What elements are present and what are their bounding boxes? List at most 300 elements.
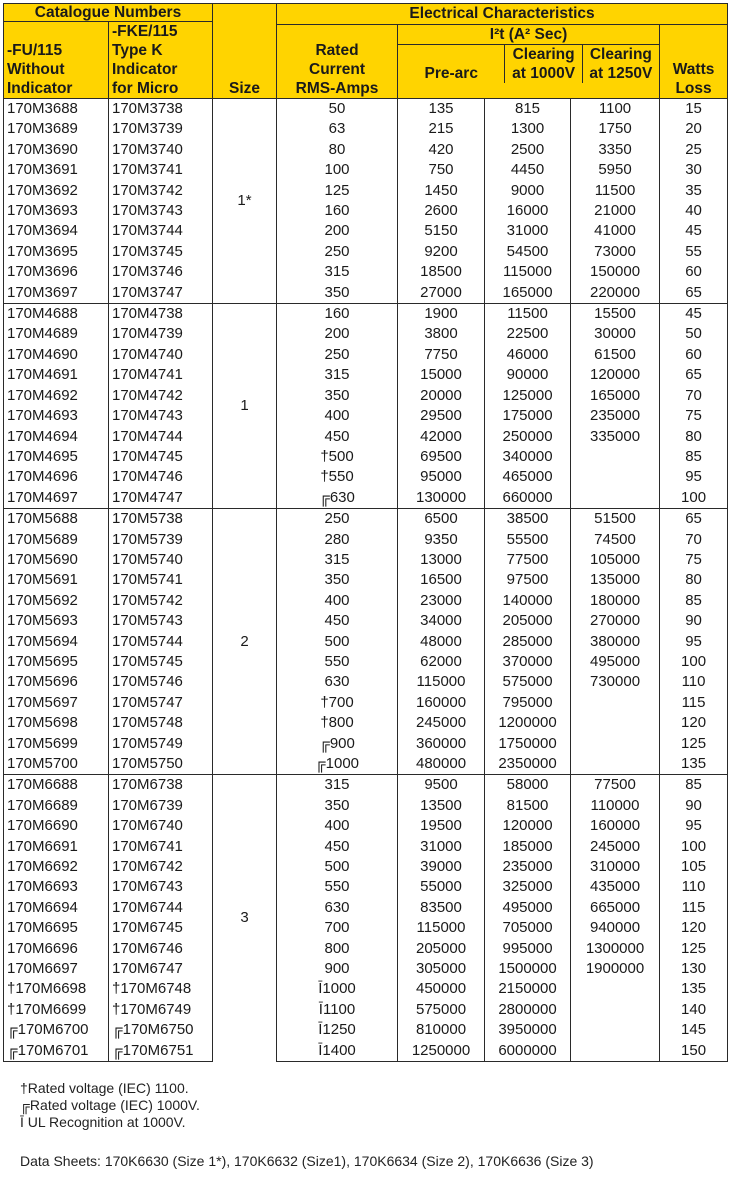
rated-current: Ī1100 — [277, 1000, 398, 1020]
prearc-i2t: 9350 — [398, 530, 485, 550]
clearing-1250v-i2t — [571, 734, 660, 754]
clearing-1250v-i2t: 235000 — [571, 406, 660, 426]
clearing-1000v-i2t: 2350000 — [485, 754, 571, 775]
clearing-1000v-i2t: 175000 — [485, 406, 571, 426]
watts-loss: 75 — [660, 406, 728, 426]
prearc-i2t: 480000 — [398, 754, 485, 775]
rated-current: 50 — [277, 99, 398, 120]
prearc-i2t: 55000 — [398, 877, 485, 897]
clearing-1250v-i2t — [571, 1000, 660, 1020]
fke-catalogue-number: 170M4741 — [109, 365, 213, 385]
watts-loss: 85 — [660, 775, 728, 796]
rated-current: Ī1000 — [277, 979, 398, 999]
fu-catalogue-number: 170M3688 — [4, 99, 109, 120]
clearing-1250v-i2t: 105000 — [571, 550, 660, 570]
table-row — [4, 283, 728, 304]
footnote-ul: Ī UL Recognition at 1000V. — [20, 1114, 186, 1130]
fu-catalogue-number: 170M5698 — [4, 713, 109, 733]
watts-loss: 60 — [660, 345, 728, 365]
clearing-1250v-i2t: 135000 — [571, 570, 660, 590]
table-row — [4, 796, 728, 816]
clearing-1000v-i2t: 2500 — [485, 140, 571, 160]
clearing-1250v-i2t — [571, 467, 660, 487]
fu-catalogue-number: 170M3697 — [4, 283, 109, 304]
clearing-1250v-i2t: 1900000 — [571, 959, 660, 979]
prearc-i2t: 15000 — [398, 365, 485, 385]
fke-catalogue-number: 170M4739 — [109, 324, 213, 344]
fke-catalogue-number: 170M5740 — [109, 550, 213, 570]
rated-current: 630 — [277, 898, 398, 918]
fu-catalogue-number: 170M6693 — [4, 877, 109, 897]
clearing-1250v-i2t: 3350 — [571, 140, 660, 160]
clearing-1000v-i2t: 81500 — [485, 796, 571, 816]
fke-catalogue-number: 170M3746 — [109, 262, 213, 282]
watts-loss: 40 — [660, 201, 728, 221]
clearing-1250v-line1: Clearing — [589, 45, 652, 63]
fke-header-line2: Type K — [112, 42, 163, 59]
rated-header-line1: Rated — [315, 42, 359, 59]
watts-loss: 30 — [660, 160, 728, 180]
prearc-i2t: 750 — [398, 160, 485, 180]
fke-catalogue-number: 170M3742 — [109, 181, 213, 201]
clearing-1000v-line2: at 1000V — [512, 64, 576, 82]
rated-current: 125 — [277, 181, 398, 201]
prearc-i2t: 62000 — [398, 652, 485, 672]
fke-catalogue-number: †170M6749 — [109, 1000, 213, 1020]
fke-catalogue-number: 170M4744 — [109, 427, 213, 447]
rated-current: 315 — [277, 775, 398, 796]
clearing-1000v-i2t: 235000 — [485, 857, 571, 877]
watts-loss: 125 — [660, 939, 728, 959]
rated-current: 450 — [277, 611, 398, 631]
clearing-1000v-i2t: 46000 — [485, 345, 571, 365]
prearc-i2t: 6500 — [398, 509, 485, 530]
table-row — [4, 713, 728, 733]
footnote-dagger: †Rated voltage (IEC) 1100. — [20, 1080, 189, 1096]
prearc-i2t: 160000 — [398, 693, 485, 713]
prearc-i2t: 13000 — [398, 550, 485, 570]
fke-catalogue-number: ╔170M6750 — [109, 1020, 213, 1040]
fke-catalogue-number: 170M3741 — [109, 160, 213, 180]
fke-catalogue-number: 170M3740 — [109, 140, 213, 160]
table-row — [4, 386, 728, 406]
fu-catalogue-number: 170M5694 — [4, 632, 109, 652]
prearc-i2t: 205000 — [398, 939, 485, 959]
clearing-1250v-i2t: 380000 — [571, 632, 660, 652]
rated-current: ╔900 — [277, 734, 398, 754]
clearing-1000v-i2t: 120000 — [485, 816, 571, 836]
clearing-1250v-header — [583, 45, 659, 83]
clearing-1250v-i2t: 73000 — [571, 242, 660, 262]
table-row — [4, 898, 728, 918]
rated-current: †500 — [277, 447, 398, 467]
fu-catalogue-number: 170M5688 — [4, 509, 109, 530]
i2t-header-label: I²t (A² Sec) — [398, 25, 659, 45]
fke-catalogue-number: 170M6746 — [109, 939, 213, 959]
rated-header-line3: RMS-Amps — [295, 80, 379, 97]
watts-loss: 120 — [660, 713, 728, 733]
prearc-i2t: 115000 — [398, 918, 485, 938]
fke-catalogue-number: 170M6740 — [109, 816, 213, 836]
table-row — [4, 201, 728, 221]
watts-loss: 130 — [660, 959, 728, 979]
fu-catalogue-number: 170M4689 — [4, 324, 109, 344]
rated-current: 250 — [277, 242, 398, 262]
prearc-i2t: 305000 — [398, 959, 485, 979]
fu-catalogue-number: 170M5689 — [4, 530, 109, 550]
watts-loss: 80 — [660, 427, 728, 447]
prearc-i2t: 29500 — [398, 406, 485, 426]
fke-catalogue-number: 170M3743 — [109, 201, 213, 221]
clearing-1000v-i2t: 4450 — [485, 160, 571, 180]
fke-catalogue-number: 170M5746 — [109, 672, 213, 692]
watts-loss: 85 — [660, 591, 728, 611]
rated-current: 700 — [277, 918, 398, 938]
size-cell: 3 — [213, 775, 277, 1062]
clearing-1250v-i2t: 51500 — [571, 509, 660, 530]
watts-loss: 70 — [660, 386, 728, 406]
fu-catalogue-number: 170M3689 — [4, 119, 109, 139]
clearing-1000v-i2t: 340000 — [485, 447, 571, 467]
prearc-i2t: 1900 — [398, 304, 485, 325]
clearing-1250v-i2t: 940000 — [571, 918, 660, 938]
fke-column-header — [109, 22, 213, 99]
fke-catalogue-number: 170M3744 — [109, 221, 213, 241]
size-header: Size — [213, 4, 277, 99]
table-row — [4, 181, 728, 201]
fke-catalogue-number: †170M6748 — [109, 979, 213, 999]
table-row — [4, 611, 728, 631]
rated-current: 350 — [277, 283, 398, 304]
clearing-1250v-i2t — [571, 1041, 660, 1062]
rated-current: Ī1400 — [277, 1041, 398, 1062]
watts-loss: 45 — [660, 221, 728, 241]
fu-catalogue-number: 170M4694 — [4, 427, 109, 447]
clearing-1250v-i2t: 5950 — [571, 160, 660, 180]
fu-catalogue-number: 170M6696 — [4, 939, 109, 959]
table-row — [4, 262, 728, 282]
rated-current: 450 — [277, 427, 398, 447]
fke-catalogue-number: 170M3739 — [109, 119, 213, 139]
fu-catalogue-number: 170M3694 — [4, 221, 109, 241]
table-row — [4, 1000, 728, 1020]
fu-catalogue-number: 170M4697 — [4, 488, 109, 509]
watts-loss: 15 — [660, 99, 728, 120]
fke-catalogue-number: 170M3745 — [109, 242, 213, 262]
table-row — [4, 160, 728, 180]
fke-catalogue-number: 170M6738 — [109, 775, 213, 796]
clearing-1000v-i2t: 125000 — [485, 386, 571, 406]
table-row — [4, 140, 728, 160]
table-row — [4, 242, 728, 262]
fu-catalogue-number: 170M5696 — [4, 672, 109, 692]
table-row — [4, 570, 728, 590]
fu-catalogue-number: 170M5692 — [4, 591, 109, 611]
table-row — [4, 447, 728, 467]
watts-loss: 95 — [660, 467, 728, 487]
rated-current: 200 — [277, 221, 398, 241]
rated-current: 900 — [277, 959, 398, 979]
clearing-1250v-i2t: 180000 — [571, 591, 660, 611]
prearc-i2t: 575000 — [398, 1000, 485, 1020]
fu-catalogue-number: ╔170M6700 — [4, 1020, 109, 1040]
watts-loss: 20 — [660, 119, 728, 139]
prearc-i2t: 19500 — [398, 816, 485, 836]
clearing-1000v-i2t: 54500 — [485, 242, 571, 262]
fke-catalogue-number: 170M5750 — [109, 754, 213, 775]
fu-catalogue-number: 170M4691 — [4, 365, 109, 385]
fke-catalogue-number: 170M6741 — [109, 837, 213, 857]
watts-loss: 70 — [660, 530, 728, 550]
clearing-1250v-i2t: 220000 — [571, 283, 660, 304]
table-row — [4, 488, 728, 509]
watts-loss: 100 — [660, 652, 728, 672]
prearc-i2t: 130000 — [398, 488, 485, 509]
fke-catalogue-number: 170M6744 — [109, 898, 213, 918]
fu-catalogue-number: 170M4695 — [4, 447, 109, 467]
fke-catalogue-number: 170M4747 — [109, 488, 213, 509]
watts-loss: 55 — [660, 242, 728, 262]
rated-current: 450 — [277, 837, 398, 857]
fke-catalogue-number: 170M5738 — [109, 509, 213, 530]
watts-loss: 145 — [660, 1020, 728, 1040]
clearing-1000v-i2t: 6000000 — [485, 1041, 571, 1062]
fke-catalogue-number: 170M5741 — [109, 570, 213, 590]
clearing-1250v-i2t: 160000 — [571, 816, 660, 836]
fke-catalogue-number: 170M5748 — [109, 713, 213, 733]
fke-header-line4: for Micro — [112, 80, 179, 97]
prearc-i2t: 34000 — [398, 611, 485, 631]
clearing-1250v-i2t — [571, 713, 660, 733]
clearing-1000v-i2t: 58000 — [485, 775, 571, 796]
watts-loss: 100 — [660, 837, 728, 857]
fu-header-line3: Indicator — [7, 80, 73, 97]
clearing-1250v-i2t: 74500 — [571, 530, 660, 550]
fu-catalogue-number: 170M3693 — [4, 201, 109, 221]
rated-current: 400 — [277, 816, 398, 836]
table-row — [4, 221, 728, 241]
fu-catalogue-number: †170M6698 — [4, 979, 109, 999]
fke-catalogue-number: 170M5744 — [109, 632, 213, 652]
watts-loss: 115 — [660, 898, 728, 918]
clearing-1000v-i2t: 325000 — [485, 877, 571, 897]
prearc-i2t: 18500 — [398, 262, 485, 282]
prearc-i2t: 7750 — [398, 345, 485, 365]
table-row — [4, 877, 728, 897]
clearing-1250v-i2t: 335000 — [571, 427, 660, 447]
prearc-i2t: 115000 — [398, 672, 485, 692]
prearc-i2t: 3800 — [398, 324, 485, 344]
watts-loss: 65 — [660, 283, 728, 304]
prearc-i2t: 27000 — [398, 283, 485, 304]
rated-current: 250 — [277, 345, 398, 365]
prearc-i2t: 23000 — [398, 591, 485, 611]
fke-catalogue-number: 170M4745 — [109, 447, 213, 467]
prearc-i2t: 95000 — [398, 467, 485, 487]
rated-current: †800 — [277, 713, 398, 733]
table-row — [4, 1020, 728, 1040]
rated-current: †700 — [277, 693, 398, 713]
rated-current: 550 — [277, 652, 398, 672]
clearing-1250v-i2t: 270000 — [571, 611, 660, 631]
size-cell: 1* — [213, 99, 277, 304]
rated-header-line2: Current — [309, 61, 365, 78]
table-row — [4, 754, 728, 775]
data-sheets-note: Data Sheets: 170K6630 (Size 1*), 170K6632 (Size1), 170K6634 (Size 2), 170K6636 (Size 3) — [20, 1153, 594, 1169]
fke-catalogue-number: 170M4743 — [109, 406, 213, 426]
prearc-i2t: 48000 — [398, 632, 485, 652]
rated-current: 350 — [277, 796, 398, 816]
table-row — [4, 304, 728, 325]
table-row — [4, 693, 728, 713]
rated-current: 350 — [277, 386, 398, 406]
fke-catalogue-number: 170M4742 — [109, 386, 213, 406]
fke-catalogue-number: 170M4738 — [109, 304, 213, 325]
clearing-1000v-i2t: 285000 — [485, 632, 571, 652]
fu-catalogue-number: 170M6694 — [4, 898, 109, 918]
fu-catalogue-number: 170M5691 — [4, 570, 109, 590]
table-row — [4, 591, 728, 611]
rated-current: 250 — [277, 509, 398, 530]
table-row — [4, 119, 728, 139]
clearing-1250v-i2t: 1750 — [571, 119, 660, 139]
rated-current: 315 — [277, 262, 398, 282]
clearing-1000v-i2t: 77500 — [485, 550, 571, 570]
watts-loss: 135 — [660, 754, 728, 775]
fu-catalogue-number: 170M3691 — [4, 160, 109, 180]
clearing-1250v-i2t: 15500 — [571, 304, 660, 325]
clearing-1000v-i2t: 1750000 — [485, 734, 571, 754]
watts-loss: 120 — [660, 918, 728, 938]
prearc-i2t: 39000 — [398, 857, 485, 877]
rated-current: 280 — [277, 530, 398, 550]
table-row — [4, 530, 728, 550]
table-row — [4, 918, 728, 938]
clearing-1000v-i2t: 38500 — [485, 509, 571, 530]
prearc-i2t: 420 — [398, 140, 485, 160]
catalogue-numbers-header: Catalogue Numbers — [4, 4, 213, 22]
table-row — [4, 99, 728, 120]
clearing-1000v-i2t: 575000 — [485, 672, 571, 692]
clearing-1250v-i2t: 110000 — [571, 796, 660, 816]
watts-loss: 35 — [660, 181, 728, 201]
rated-current: 160 — [277, 201, 398, 221]
clearing-1250v-i2t: 11500 — [571, 181, 660, 201]
fu-catalogue-number: 170M6688 — [4, 775, 109, 796]
rated-current: 630 — [277, 672, 398, 692]
prearc-i2t: 215 — [398, 119, 485, 139]
table-row — [4, 509, 728, 530]
fu-catalogue-number: 170M4696 — [4, 467, 109, 487]
clearing-1000v-i2t: 11500 — [485, 304, 571, 325]
rated-current: 200 — [277, 324, 398, 344]
i2t-header-block — [398, 24, 660, 98]
clearing-1000v-i2t: 140000 — [485, 591, 571, 611]
fu-catalogue-number: 170M3695 — [4, 242, 109, 262]
rated-current: 500 — [277, 632, 398, 652]
table-row — [4, 775, 728, 796]
clearing-1250v-i2t: 150000 — [571, 262, 660, 282]
fke-catalogue-number: 170M6747 — [109, 959, 213, 979]
size-cell: 1 — [213, 304, 277, 509]
table-row — [4, 959, 728, 979]
prearc-i2t: 810000 — [398, 1020, 485, 1040]
fu-catalogue-number: 170M3690 — [4, 140, 109, 160]
fke-catalogue-number: ╔170M6751 — [109, 1041, 213, 1062]
size-cell: 2 — [213, 509, 277, 775]
clearing-1000v-i2t: 22500 — [485, 324, 571, 344]
prearc-header: Pre-arc — [398, 45, 505, 83]
table-row — [4, 550, 728, 570]
fu-catalogue-number: 170M4690 — [4, 345, 109, 365]
electrical-characteristics-header: Electrical Characteristics — [277, 4, 728, 25]
fu-catalogue-number: 170M4688 — [4, 304, 109, 325]
clearing-1250v-i2t: 245000 — [571, 837, 660, 857]
clearing-1000v-i2t: 660000 — [485, 488, 571, 509]
clearing-1000v-i2t: 795000 — [485, 693, 571, 713]
clearing-1000v-i2t: 705000 — [485, 918, 571, 938]
fu-catalogue-number: 170M5700 — [4, 754, 109, 775]
table-row — [4, 406, 728, 426]
prearc-i2t: 360000 — [398, 734, 485, 754]
rated-current: †550 — [277, 467, 398, 487]
clearing-1250v-i2t: 310000 — [571, 857, 660, 877]
table-row — [4, 652, 728, 672]
table-row — [4, 837, 728, 857]
table-row — [4, 427, 728, 447]
fu-catalogue-number: 170M6695 — [4, 918, 109, 938]
watts-loss: 140 — [660, 1000, 728, 1020]
i2t-subheaders — [398, 45, 659, 83]
clearing-1250v-i2t: 120000 — [571, 365, 660, 385]
table-row — [4, 365, 728, 385]
fke-header-line1: -FKE/115 — [112, 23, 178, 40]
fu-catalogue-number: 170M6690 — [4, 816, 109, 836]
clearing-1250v-i2t: 41000 — [571, 221, 660, 241]
clearing-1000v-i2t: 90000 — [485, 365, 571, 385]
prearc-i2t: 83500 — [398, 898, 485, 918]
watts-loss: 95 — [660, 816, 728, 836]
clearing-1000v-header — [505, 45, 582, 83]
rated-current-header — [277, 24, 398, 98]
watts-loss: 105 — [660, 857, 728, 877]
fu-catalogue-number: 170M5690 — [4, 550, 109, 570]
table-row — [4, 979, 728, 999]
fke-header-line3: Indicator — [112, 61, 178, 78]
fke-catalogue-number: 170M5749 — [109, 734, 213, 754]
fke-catalogue-number: 170M3738 — [109, 99, 213, 120]
clearing-1000v-i2t: 2150000 — [485, 979, 571, 999]
clearing-1000v-i2t: 97500 — [485, 570, 571, 590]
clearing-1000v-i2t: 3950000 — [485, 1020, 571, 1040]
fke-catalogue-number: 170M5743 — [109, 611, 213, 631]
table-row — [4, 345, 728, 365]
prearc-i2t: 5150 — [398, 221, 485, 241]
watts-loss: 60 — [660, 262, 728, 282]
watts-loss: 65 — [660, 365, 728, 385]
clearing-1250v-i2t: 435000 — [571, 877, 660, 897]
fu-catalogue-number: 170M6692 — [4, 857, 109, 877]
clearing-1000v-i2t: 250000 — [485, 427, 571, 447]
fu-catalogue-number: 170M4692 — [4, 386, 109, 406]
table-row — [4, 816, 728, 836]
rated-current: 160 — [277, 304, 398, 325]
rated-current: ╔630 — [277, 488, 398, 509]
watts-loss: 65 — [660, 509, 728, 530]
footnotes — [20, 1080, 200, 1131]
clearing-1000v-i2t: 205000 — [485, 611, 571, 631]
clearing-1000v-i2t: 1300 — [485, 119, 571, 139]
